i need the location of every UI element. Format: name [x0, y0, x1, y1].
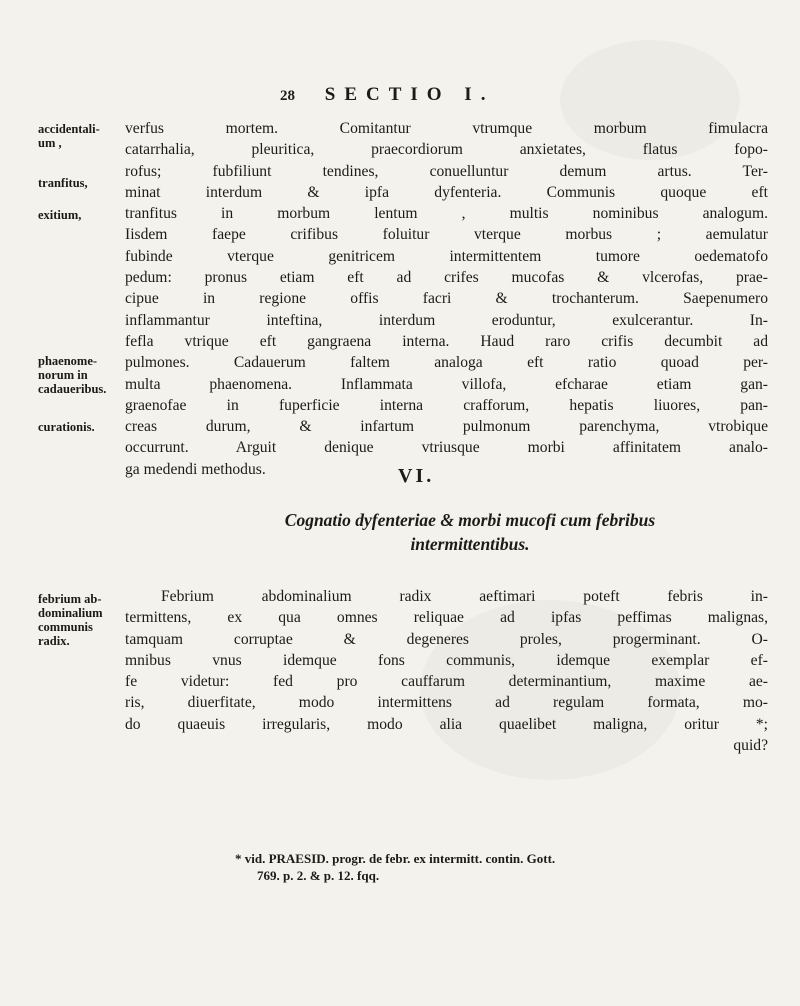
text-line: cipue in regione offis facri & trochanterum. Saepenumero: [125, 290, 768, 308]
section-title-line-2: intermittentibus.: [410, 534, 530, 554]
footnote-line: * vid. PRAESID. progr. de febr. ex intermitt. contin. Gott.: [235, 851, 556, 866]
text-line: ris, diuerfitate, modo intermittens ad regulam formata, mo-: [125, 694, 768, 712]
text-line: pedum: pronus etiam eft ad crifes mucofas & vlcerofas, prae-: [125, 269, 768, 287]
running-head: SECTIO I.: [324, 84, 495, 105]
text-line: fe videtur: fed pro cauffarum determinantium, maxime ae-: [125, 673, 768, 691]
text-line: Iisdem faepe crifibus foluitur vterque morbus ; aemulatur: [125, 226, 768, 244]
text-line: fubinde vterque genitricem intermittentem tumore oedematofo: [125, 247, 768, 265]
section-number: VI.: [398, 465, 435, 487]
text-line: tranfitus in morbum lentum , multis nominibus analogum.: [125, 205, 768, 223]
text-line: fefla vtrique eft gangraena interna. Haud raro crifis decumbit ad: [125, 332, 768, 350]
text-line: rofus; fubfiliunt tendines, conuelluntur demum artus. Ter-: [125, 162, 768, 180]
text-line: verfus mortem. Comitantur vtrumque morbum fimulacra: [125, 120, 768, 137]
margin-note: phaenome- norum in cadaueribus.: [38, 354, 107, 396]
margin-note: tranfitus,: [38, 176, 88, 190]
text-line: inflammantur inteftina, interdum eroduntur, exulcerantur. In-: [125, 311, 768, 329]
margin-note: exitium,: [38, 208, 82, 222]
text-line: occurrunt. Arguit denique vtriusque morbi affinitatem analo-: [125, 439, 768, 457]
running-header: [280, 84, 540, 106]
margin-note: febrium ab- dominalium communis radix.: [38, 592, 103, 648]
text-line: catarrhalia, pleuritica, praecordiorum anxietates, flatus fopo-: [125, 141, 768, 159]
margin-note: accidentali- um ,: [38, 122, 100, 150]
text-line: do quaeuis irregularis, modo alia quaelibet maligna, oritur *;: [125, 715, 768, 733]
text-line: creas durum, & infartum pulmonum parenchyma, vtrobique: [125, 418, 768, 436]
footnote: [235, 850, 755, 884]
text-line: minat interdum & ipfa dyfenteria. Communis quoque eft: [125, 183, 768, 201]
footnote-line: 769. p. 2. & p. 12. fqq.: [257, 868, 380, 883]
text-line: graenofae in fuperficie interna crafforum, hepatis liuores, pan-: [125, 396, 768, 414]
section-title-line-1: Cognatio dyfenteriae & morbi mucofi cum febribus: [284, 510, 656, 530]
text-line: tamquam corruptae & degeneres proles, progerminant. O-: [125, 630, 768, 648]
paragraph-1: [125, 118, 768, 480]
text-line: multa phaenomena. Inflammata villofa, efcharae etiam gan-: [125, 375, 768, 393]
catchword: quid?: [733, 737, 768, 755]
paragraph-2: [125, 586, 768, 756]
margin-note: curationis.: [38, 420, 95, 434]
text-line: mnibus vnus idemque fons communis, idemque exemplar ef-: [125, 651, 768, 669]
text-line: ga medendi methodus.: [125, 460, 266, 478]
text-line: termittens, ex qua omnes reliquae ad ipfas peffimas malignas,: [125, 609, 768, 627]
text-line: pulmones. Cadauerum faltem analoga eft ratio quoad per-: [125, 354, 768, 372]
page-number: 28: [280, 88, 295, 104]
text-line: Febrium abdominalium radix aeftimari poteft febris in-: [161, 588, 768, 605]
